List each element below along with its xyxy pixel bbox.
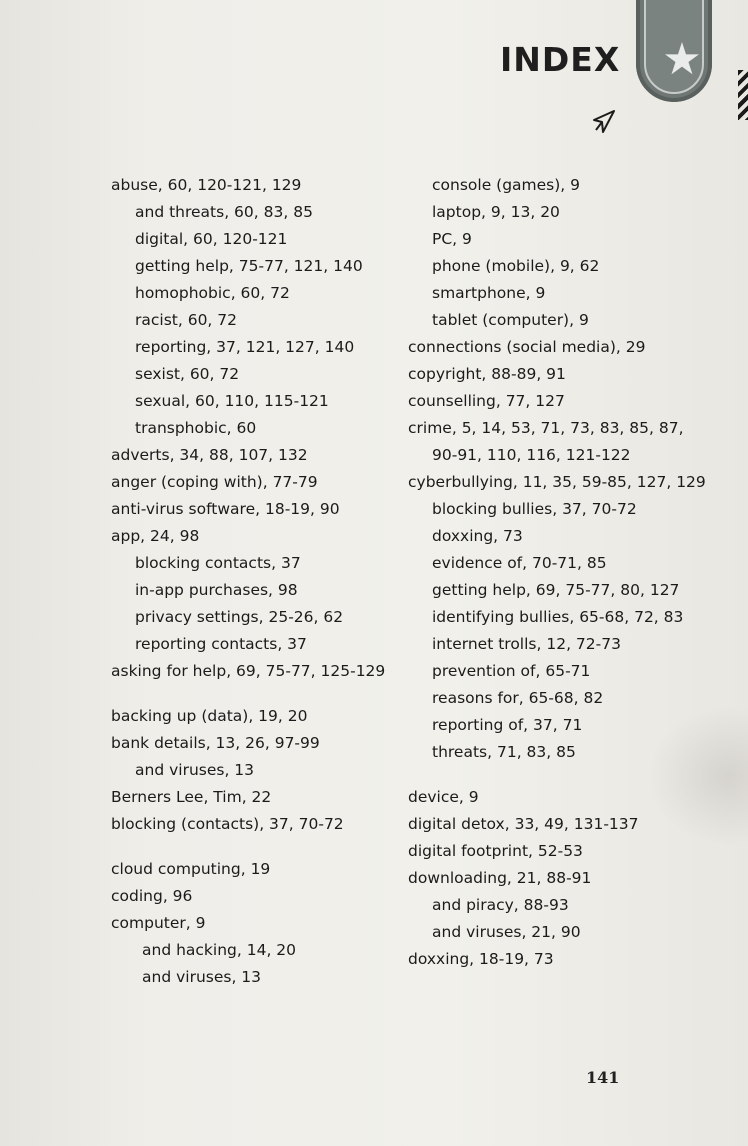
index-entry: device, 9 [408, 788, 479, 806]
index-entry: counselling, 77, 127 [408, 392, 565, 410]
index-entry: connections (social media), 29 [408, 338, 646, 356]
index-entry: copyright, 88-89, 91 [408, 365, 566, 383]
edge-stripes [738, 70, 748, 120]
page-title: INDEX [500, 40, 621, 79]
index-subentry: internet trolls, 12, 72-73 [432, 635, 621, 653]
index-entry: abuse, 60, 120-121, 129 [111, 176, 302, 194]
index-gap [408, 766, 706, 784]
index-entry: computer, 9 [111, 914, 206, 932]
cursor-arrow-icon [590, 108, 618, 136]
index-column-left [111, 172, 385, 991]
index-entry: Berners Lee, Tim, 22 [111, 788, 272, 806]
index-subentry: getting help, 69, 75-77, 80, 127 [432, 581, 680, 599]
index-subentry: prevention of, 65-71 [432, 662, 591, 680]
index-subentry: and viruses, 13 [142, 968, 262, 986]
index-subentry: sexist, 60, 72 [135, 365, 240, 383]
index-subentry: blocking contacts, 37 [135, 554, 301, 572]
index-subentry: and hacking, 14, 20 [142, 941, 297, 959]
index-subentry: evidence of, 70-71, 85 [432, 554, 607, 572]
index-gap [111, 838, 385, 856]
index-subentry: homophobic, 60, 72 [135, 284, 290, 302]
index-column-right [408, 172, 706, 973]
index-entry: bank details, 13, 26, 97-99 [111, 734, 320, 752]
index-subentry: and viruses, 21, 90 [432, 923, 581, 941]
index-entry: doxxing, 18-19, 73 [408, 950, 554, 968]
index-subentry: and viruses, 13 [135, 761, 255, 779]
index-entry: cyberbullying, 11, 35, 59-85, 127, 129 [408, 473, 706, 491]
index-subentry: doxxing, 73 [432, 527, 523, 545]
index-entry: anger (coping with), 77-79 [111, 473, 318, 491]
index-entry: coding, 96 [111, 887, 193, 905]
index-entry: cloud computing, 19 [111, 860, 271, 878]
star-icon: ★ [662, 34, 702, 85]
index-subentry: smartphone, 9 [432, 284, 546, 302]
index-subentry: reporting, 37, 121, 127, 140 [135, 338, 355, 356]
index-entry: anti-virus software, 18-19, 90 [111, 500, 340, 518]
index-entry: app, 24, 98 [111, 527, 200, 545]
index-entry: adverts, 34, 88, 107, 132 [111, 446, 308, 464]
index-subentry: privacy settings, 25-26, 62 [135, 608, 344, 626]
index-subentry: and piracy, 88-93 [432, 896, 569, 914]
index-subentry: reasons for, 65-68, 82 [432, 689, 604, 707]
index-subentry: tablet (computer), 9 [432, 311, 589, 329]
index-entry: digital detox, 33, 49, 131-137 [408, 815, 639, 833]
index-subentry: and threats, 60, 83, 85 [135, 203, 313, 221]
index-subentry: threats, 71, 83, 85 [432, 743, 576, 761]
index-subentry: reporting contacts, 37 [135, 635, 307, 653]
index-entry: blocking (contacts), 37, 70-72 [111, 815, 344, 833]
index-subentry: transphobic, 60 [135, 419, 257, 437]
index-subentry: getting help, 75-77, 121, 140 [135, 257, 363, 275]
index-subentry: console (games), 9 [432, 176, 581, 194]
index-subentry: 90-91, 110, 116, 121-122 [432, 446, 631, 464]
index-entry: backing up (data), 19, 20 [111, 707, 308, 725]
index-subentry: reporting of, 37, 71 [432, 716, 583, 734]
index-subentry: racist, 60, 72 [135, 311, 238, 329]
index-badge [636, 0, 712, 102]
index-entry: digital footprint, 52-53 [408, 842, 583, 860]
index-entry: asking for help, 69, 75-77, 125-129 [111, 662, 386, 680]
index-subentry: identifying bullies, 65-68, 72, 83 [432, 608, 684, 626]
index-subentry: laptop, 9, 13, 20 [432, 203, 560, 221]
index-subentry: phone (mobile), 9, 62 [432, 257, 600, 275]
index-subentry: PC, 9 [432, 230, 472, 248]
index-entry: crime, 5, 14, 53, 71, 73, 83, 85, 87, [408, 419, 684, 437]
badge-inner [644, 0, 704, 94]
index-entry: downloading, 21, 88-91 [408, 869, 592, 887]
index-subentry: in-app purchases, 98 [135, 581, 298, 599]
index-subentry: blocking bullies, 37, 70-72 [432, 500, 637, 518]
index-subentry: digital, 60, 120-121 [135, 230, 288, 248]
index-gap [111, 685, 385, 703]
index-subentry: sexual, 60, 110, 115-121 [135, 392, 329, 410]
page-number: 141 [586, 1068, 620, 1087]
